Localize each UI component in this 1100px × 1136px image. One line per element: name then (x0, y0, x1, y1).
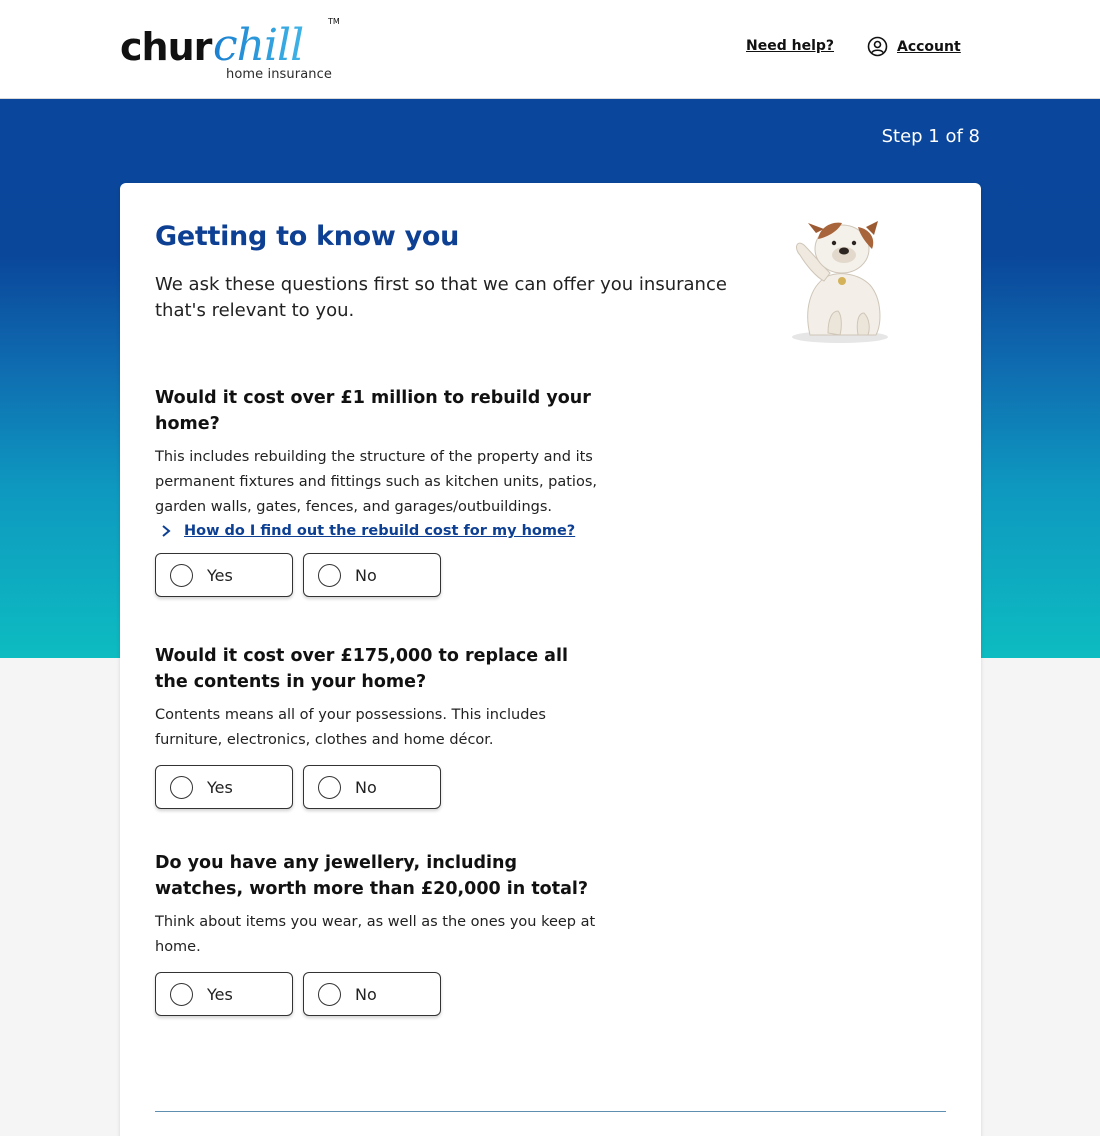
logo-subtitle: home insurance (226, 67, 332, 82)
yes-option[interactable] (155, 553, 293, 597)
question-title: Would it cost over £175,000 to replace all the contents in your home? (155, 646, 568, 692)
answer-options (155, 972, 605, 1016)
user-icon (867, 36, 888, 57)
question-jewellery-value (155, 850, 605, 1016)
option-label: Yes (207, 984, 233, 1004)
need-help-link[interactable]: Need help? (746, 38, 835, 54)
answer-options (155, 553, 605, 597)
radio-circle-icon[interactable] (170, 564, 193, 587)
svg-text:TM: TM (328, 17, 340, 26)
section-divider (155, 1111, 946, 1112)
option-label: Yes (207, 565, 233, 585)
question-contents-cost (155, 643, 605, 809)
svg-text:chur: chur (120, 25, 212, 69)
help-link-label: How do I find out the rebuild cost for my home? (184, 523, 576, 539)
question-title: Would it cost over £1 million to rebuild your home? (155, 388, 591, 434)
radio-circle-icon[interactable] (170, 983, 193, 1006)
radio-circle-icon[interactable] (318, 776, 341, 799)
churchill-logo[interactable] (120, 10, 350, 88)
radio-circle-icon[interactable] (170, 776, 193, 799)
question-title: Do you have any jewellery, including watches, worth more than £20,000 in total? (155, 853, 589, 899)
no-option[interactable] (303, 765, 441, 809)
intro-text: We ask these questions first so that we can offer you insurance that's relevant to you. (155, 274, 727, 321)
question-description: Think about items you wear, as well as the ones you keep at home. (155, 914, 596, 955)
option-label: No (355, 777, 377, 797)
account-link[interactable] (867, 36, 961, 57)
radio-circle-icon[interactable] (318, 983, 341, 1006)
option-label: No (355, 984, 377, 1004)
bulldog-mascot-image (788, 215, 898, 345)
chevron-right-icon (160, 524, 172, 538)
option-label: Yes (207, 777, 233, 797)
site-header (0, 0, 1100, 99)
yes-option[interactable] (155, 972, 293, 1016)
question-description: This includes rebuilding the structure of the property and its permanent fixtures and fittings such as kitchen units, patios, garden walls, gates, fences, and garages/outbuildings. (155, 449, 597, 515)
step-indicator: Step 1 of 8 (881, 126, 980, 147)
rebuild-cost-help-link[interactable] (160, 523, 605, 539)
question-card (120, 183, 981, 1136)
radio-circle-icon[interactable] (318, 564, 341, 587)
page-title: Getting to know you (155, 221, 460, 252)
no-option[interactable] (303, 553, 441, 597)
no-option[interactable] (303, 972, 441, 1016)
question-rebuild-cost (155, 385, 605, 597)
question-description: Contents means all of your possessions. This includes furniture, electronics, clothes and home décor. (155, 707, 546, 748)
option-label: No (355, 565, 377, 585)
answer-options (155, 765, 605, 809)
svg-text:chill: chill (213, 20, 304, 71)
account-label: Account (897, 38, 961, 55)
yes-option[interactable] (155, 765, 293, 809)
